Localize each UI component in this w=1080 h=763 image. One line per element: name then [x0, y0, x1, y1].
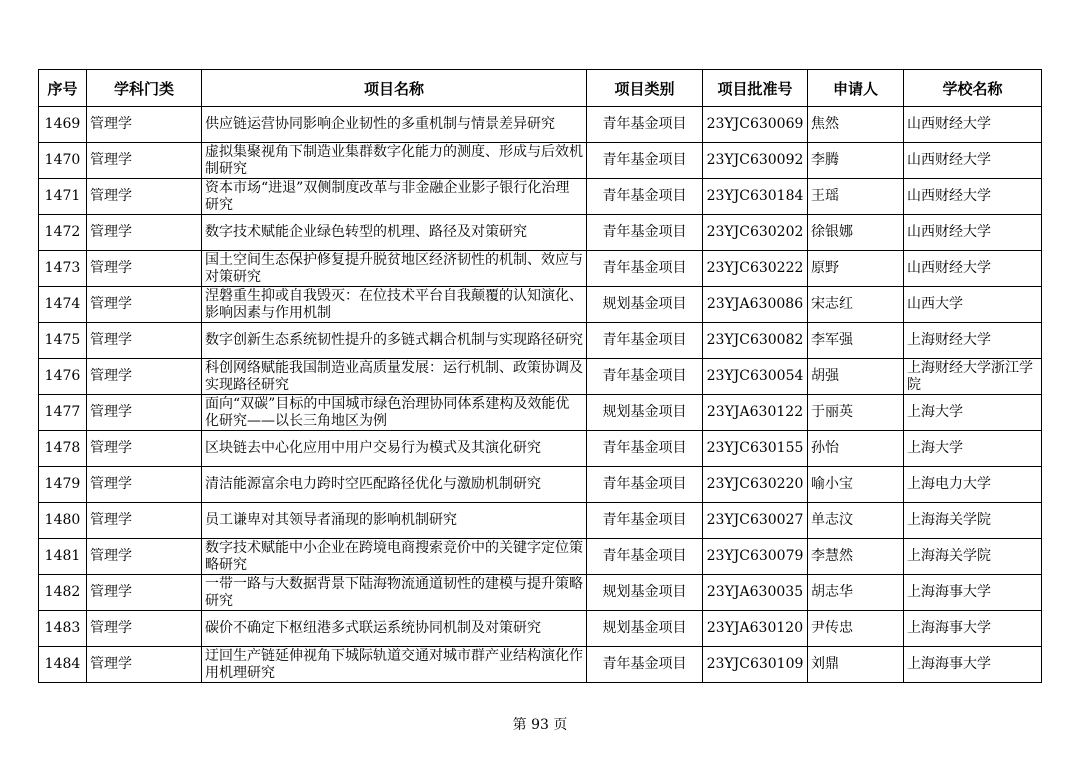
- table-row: [39, 395, 1042, 431]
- table-row: [39, 431, 1042, 467]
- cell-school: 山西财经大学: [904, 143, 1042, 179]
- cell-approval-number: 23YJC630082: [703, 323, 808, 359]
- cell-project-category: 青年基金项目: [587, 143, 703, 179]
- cell-number: 1477: [39, 395, 87, 431]
- cell-approval-number: 23YJC630109: [703, 647, 808, 683]
- cell-applicant: 单志汶: [808, 503, 904, 539]
- cell-school: 山西财经大学: [904, 107, 1042, 143]
- table-row: [39, 467, 1042, 503]
- cell-project-category: 青年基金项目: [587, 215, 703, 251]
- cell-number: 1473: [39, 251, 87, 287]
- cell-school: 上海海关学院: [904, 503, 1042, 539]
- cell-approval-number: 23YJC630092: [703, 143, 808, 179]
- cell-project-name: 数字技术赋能中小企业在跨境电商搜索竞价中的关键字定位策略研究: [202, 539, 587, 575]
- cell-project-name: 区块链去中心化应用中用户交易行为模式及其演化研究: [202, 431, 587, 467]
- table-row: [39, 215, 1042, 251]
- cell-approval-number: 23YJC630184: [703, 179, 808, 215]
- header-school: 学校名称: [904, 70, 1042, 107]
- cell-applicant: 刘鼎: [808, 647, 904, 683]
- cell-project-name: 虚拟集聚视角下制造业集群数字化能力的测度、形成与后效机制研究: [202, 143, 587, 179]
- cell-project-name: 迂回生产链延伸视角下城际轨道交通对城市群产业结构演化作用机理研究: [202, 647, 587, 683]
- cell-project-category: 青年基金项目: [587, 647, 703, 683]
- cell-applicant: 李腾: [808, 143, 904, 179]
- header-number: 序号: [39, 70, 87, 107]
- cell-approval-number: 23YJC630027: [703, 503, 808, 539]
- cell-number: 1475: [39, 323, 87, 359]
- cell-approval-number: 23YJA630120: [703, 611, 808, 647]
- table-row: [39, 107, 1042, 143]
- cell-number: 1478: [39, 431, 87, 467]
- cell-subject: 管理学: [87, 395, 202, 431]
- cell-school: 上海大学: [904, 395, 1042, 431]
- cell-subject: 管理学: [87, 323, 202, 359]
- cell-project-name: 清洁能源富余电力跨时空匹配路径优化与激励机制研究: [202, 467, 587, 503]
- cell-project-category: 规划基金项目: [587, 575, 703, 611]
- cell-number: 1474: [39, 287, 87, 323]
- cell-number: 1482: [39, 575, 87, 611]
- cell-school: 山西财经大学: [904, 179, 1042, 215]
- cell-project-name: 碳价不确定下枢纽港多式联运系统协同机制及对策研究: [202, 611, 587, 647]
- cell-project-name: 科创网络赋能我国制造业高质量发展：运行机制、政策协调及实现路径研究: [202, 359, 587, 395]
- cell-number: 1480: [39, 503, 87, 539]
- cell-school: 上海海关学院: [904, 539, 1042, 575]
- cell-subject: 管理学: [87, 107, 202, 143]
- header-project-name: 项目名称: [202, 70, 587, 107]
- cell-project-category: 青年基金项目: [587, 179, 703, 215]
- cell-number: 1483: [39, 611, 87, 647]
- header-project-category: 项目类别: [587, 70, 703, 107]
- table-row: [39, 359, 1042, 395]
- cell-project-category: 青年基金项目: [587, 431, 703, 467]
- cell-approval-number: 23YJC630202: [703, 215, 808, 251]
- cell-number: 1484: [39, 647, 87, 683]
- cell-subject: 管理学: [87, 575, 202, 611]
- cell-applicant: 王瑶: [808, 179, 904, 215]
- cell-approval-number: 23YJC630054: [703, 359, 808, 395]
- cell-applicant: 原野: [808, 251, 904, 287]
- cell-applicant: 胡志华: [808, 575, 904, 611]
- header-approval-number: 项目批准号: [703, 70, 808, 107]
- table-row: [39, 323, 1042, 359]
- cell-number: 1479: [39, 467, 87, 503]
- cell-number: 1471: [39, 179, 87, 215]
- cell-applicant: 徐银娜: [808, 215, 904, 251]
- cell-subject: 管理学: [87, 359, 202, 395]
- cell-project-category: 青年基金项目: [587, 467, 703, 503]
- cell-project-category: 青年基金项目: [587, 323, 703, 359]
- cell-project-name: 一带一路与大数据背景下陆海物流通道韧性的建模与提升策略研究: [202, 575, 587, 611]
- table-row: [39, 179, 1042, 215]
- cell-project-category: 青年基金项目: [587, 539, 703, 575]
- cell-approval-number: 23YJC630069: [703, 107, 808, 143]
- cell-number: 1472: [39, 215, 87, 251]
- cell-subject: 管理学: [87, 431, 202, 467]
- cell-subject: 管理学: [87, 143, 202, 179]
- cell-project-category: 规划基金项目: [587, 287, 703, 323]
- cell-school: 上海海事大学: [904, 575, 1042, 611]
- cell-approval-number: 23YJA630122: [703, 395, 808, 431]
- cell-subject: 管理学: [87, 251, 202, 287]
- cell-subject: 管理学: [87, 611, 202, 647]
- cell-project-name: 资本市场“进退”双侧制度改革与非金融企业影子银行化治理研究: [202, 179, 587, 215]
- cell-project-name: 数字创新生态系统韧性提升的多链式耦合机制与实现路径研究: [202, 323, 587, 359]
- cell-applicant: 焦然: [808, 107, 904, 143]
- cell-applicant: 喻小宝: [808, 467, 904, 503]
- cell-subject: 管理学: [87, 287, 202, 323]
- cell-approval-number: 23YJC630079: [703, 539, 808, 575]
- cell-subject: 管理学: [87, 647, 202, 683]
- cell-subject: 管理学: [87, 215, 202, 251]
- cell-subject: 管理学: [87, 467, 202, 503]
- cell-applicant: 宋志红: [808, 287, 904, 323]
- cell-school: 山西财经大学: [904, 251, 1042, 287]
- table-row: [39, 143, 1042, 179]
- header-applicant: 申请人: [808, 70, 904, 107]
- table-row: [39, 647, 1042, 683]
- cell-project-name: 供应链运营协同影响企业韧性的多重机制与情景差异研究: [202, 107, 587, 143]
- cell-approval-number: 23YJC630155: [703, 431, 808, 467]
- cell-approval-number: 23YJA630086: [703, 287, 808, 323]
- cell-applicant: 李慧然: [808, 539, 904, 575]
- cell-project-category: 规划基金项目: [587, 395, 703, 431]
- cell-project-category: 青年基金项目: [587, 107, 703, 143]
- cell-number: 1470: [39, 143, 87, 179]
- page-number: 第 93 页: [512, 717, 568, 733]
- cell-applicant: 尹传忠: [808, 611, 904, 647]
- cell-applicant: 于丽英: [808, 395, 904, 431]
- cell-project-category: 规划基金项目: [587, 611, 703, 647]
- cell-school: 上海财经大学浙江学院: [904, 359, 1042, 395]
- cell-number: 1481: [39, 539, 87, 575]
- cell-school: 山西大学: [904, 287, 1042, 323]
- cell-school: 山西财经大学: [904, 215, 1042, 251]
- cell-project-category: 青年基金项目: [587, 359, 703, 395]
- cell-subject: 管理学: [87, 539, 202, 575]
- cell-approval-number: 23YJC630222: [703, 251, 808, 287]
- cell-applicant: 孙怡: [808, 431, 904, 467]
- table-row: [39, 611, 1042, 647]
- cell-school: 上海大学: [904, 431, 1042, 467]
- cell-school: 上海海事大学: [904, 647, 1042, 683]
- cell-number: 1469: [39, 107, 87, 143]
- table-row: [39, 251, 1042, 287]
- cell-project-name: 数字技术赋能企业绿色转型的机理、路径及对策研究: [202, 215, 587, 251]
- cell-project-name: 员工谦卑对其领导者涌现的影响机制研究: [202, 503, 587, 539]
- table-row: [39, 503, 1042, 539]
- cell-project-name: 面向“双碳”目标的中国城市绿色治理协同体系建构及效能优化研究——以长三角地区为例: [202, 395, 587, 431]
- cell-project-name: 涅磐重生抑或自我毁灭：在位技术平台自我颠覆的认知演化、影响因素与作用机制: [202, 287, 587, 323]
- cell-subject: 管理学: [87, 503, 202, 539]
- project-table: [38, 69, 1042, 683]
- cell-project-category: 青年基金项目: [587, 251, 703, 287]
- cell-project-name: 国土空间生态保护修复提升脱贫地区经济韧性的机制、效应与对策研究: [202, 251, 587, 287]
- cell-project-category: 青年基金项目: [587, 503, 703, 539]
- table-row: [39, 539, 1042, 575]
- cell-applicant: 李军强: [808, 323, 904, 359]
- cell-school: 上海电力大学: [904, 467, 1042, 503]
- cell-approval-number: 23YJA630035: [703, 575, 808, 611]
- header-row: [39, 70, 1042, 107]
- cell-subject: 管理学: [87, 179, 202, 215]
- cell-school: 上海海事大学: [904, 611, 1042, 647]
- table-row: [39, 575, 1042, 611]
- cell-number: 1476: [39, 359, 87, 395]
- cell-applicant: 胡强: [808, 359, 904, 395]
- cell-approval-number: 23YJC630220: [703, 467, 808, 503]
- header-subject: 学科门类: [87, 70, 202, 107]
- cell-school: 上海财经大学: [904, 323, 1042, 359]
- table-row: [39, 287, 1042, 323]
